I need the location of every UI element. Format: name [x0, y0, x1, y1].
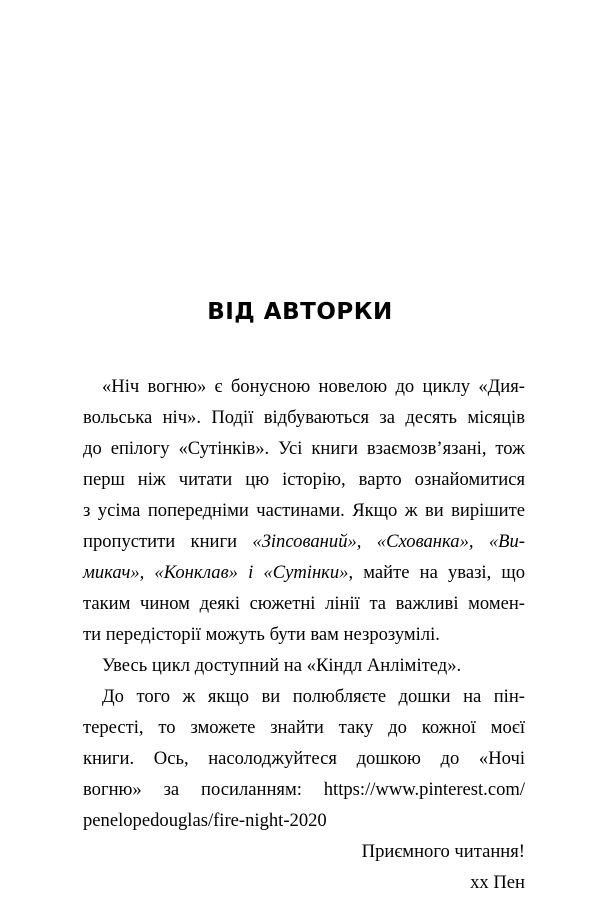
paragraph-3-line-4: вогню» за посиланням: https://www.pinterest.com/: [83, 779, 525, 800]
paragraph-1-line-5: з усіма попередніми частинами. Якщо ж ви вирішите: [83, 500, 525, 521]
page-title: ВІД АВТОРКИ: [207, 299, 393, 325]
paragraph-3-line-2: тересті, то зможете знайти таку до кожної моєї: [83, 717, 525, 738]
paragraph-3-line-1: До того ж якщо ви полюбляєте дошки на пін-: [102, 686, 525, 707]
paragraph-1-line-4: перш ніж читати цю історію, варто ознайомитися: [83, 469, 525, 490]
line-6-text: пропустити книги: [83, 531, 253, 552]
paragraph-1-line-2: вольська ніч». Події відбуваються за десять місяців: [83, 407, 525, 428]
paragraph-1-line-7: [83, 558, 525, 589]
paragraph-1-line-3: до епілогу «Сутінків». Усі книги взаємозв’язані, тож: [83, 438, 525, 459]
paragraph-2: Увесь цикл доступний на «Кіндл Анлімітед».: [102, 655, 462, 676]
paragraph-1-line-1: «Ніч вогню» є бонусною новелою до циклу «Дия-: [102, 376, 525, 397]
paragraph-3-line-5: penelopedouglas/fire-night-2020: [83, 810, 327, 831]
closing-line: Приємного читання!: [361, 841, 525, 862]
paragraph-3-line-3: книги. Ось, насолоджуйтеся дошкою до «Ночі: [83, 748, 525, 769]
book-titles-italic: «Зіпсований», «Схованка», «Ви-: [252, 531, 525, 552]
paragraph-1-line-9: ти передісторії можуть бути вам незрозумілі.: [83, 624, 440, 645]
paragraph-1-line-8: таким чином деякі сюжетні лінії та важливі момен-: [83, 593, 525, 614]
signature: xx Пен: [470, 872, 525, 893]
paragraph-1-line-6: [83, 527, 525, 558]
book-titles-italic-continued: микач», «Конклав» і «Сутінки»: [83, 562, 349, 583]
line-7-text: , майте на увазі, що: [348, 562, 525, 583]
